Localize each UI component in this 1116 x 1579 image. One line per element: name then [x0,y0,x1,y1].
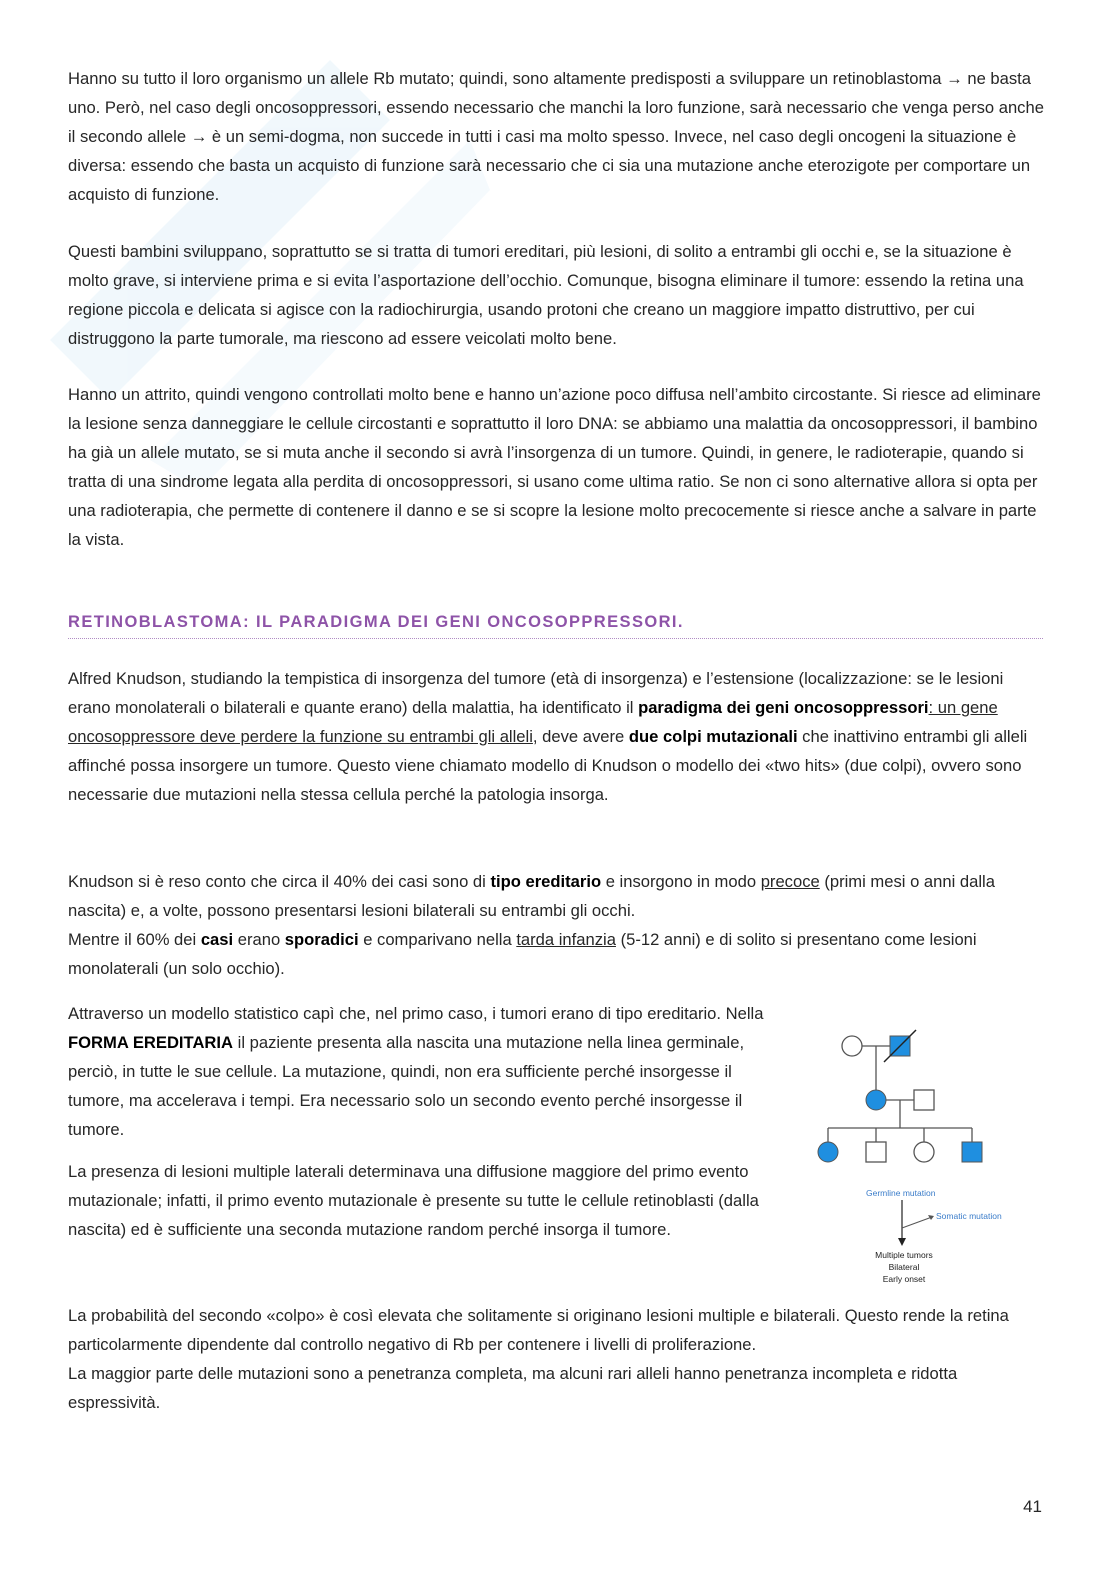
pedigree-female-unaffected [842,1036,862,1056]
pedigree-child-male-unaffected [866,1142,886,1162]
pedigree-male-unaffected [914,1090,934,1110]
somatic-label: Somatic mutation [936,1211,1002,1221]
paragraph-7: La presenza di lesioni multiple laterali determinava una diffusione maggiore del primo evento mutazionale; infatti, il primo evento mutazionale è presente su tutte le cellule retinoblasti (dalla nascita) ed è sufficiente una seconda mutazione random perché insorga il tumore. [68,1162,759,1239]
pedigree-figure [810,1024,1030,1294]
paragraph-8: La probabilità del secondo «colpo» è così elevata che solitamente si originano lesioni multiple e bilaterali. Questo rende la retina particolarmente dipendente dal controllo negativo di Rb per contenere i livelli di proliferazione. La maggior parte delle mutazioni sono a penetranza completa, ma alcuni rari alleli hanno penetranza incompleta e ridotta espressività. [68,1306,1009,1412]
result-label: Multiple tumors [875,1250,933,1260]
pedigree-female-affected [866,1090,886,1110]
paragraph-5: Knudson si è reso conto che circa il 40% dei casi sono di tipo ereditario e insorgono in modo precoce (primi mesi o anni dalla nascita) e, a volte, possono presentarsi lesioni bilaterali su entrambi gli occhi. Mentre il 60% dei casi erano sporadici e comparivano nella tarda infanzia (5-12 anni) e di solito si presentano come lesioni monolaterali (un solo occhio). [68,872,995,978]
result-label: Early onset [882,1274,926,1284]
paragraph-3: Hanno un attrito, quindi vengono controllati molto bene e hanno un’azione poco diffusa nell’ambito circostante. Si riesce ad eliminare la lesione senza danneggiare le cellule circostanti e soprattutto il loro DNA: se abbiamo una malattia da oncosoppressori, il bambino ha già un allele mutato, se si muta anche il secondo si avrà l’insorgenza di un tumore. Quindi, in genere, le radioterapie, quando si tratta di una sindrome legata alla perdita di oncosoppressori, si usano come ultima ratio. Se non ci sono alternative allora si opta per una radioterapia, che permette di contenere il danno e se si scopre la lesione molto precocemente si riesce anche a salvare in parte la vista. [68,385,1041,549]
flow-arrowhead [898,1238,906,1246]
paragraph-6: Attraverso un modello statistico capì che, nel primo caso, i tumori erano di tipo ereditario. Nella FORMA EREDITARIA il paziente presenta alla nascita una mutazione nella linea germinale, perciò, in tutte le sue cellule. La mutazione, quindi, non era sufficiente perché insorgesse il tumore, ma accelerava i tempi. Era necessario solo un secondo evento perché insorgesse il tumore. [68,1004,764,1139]
pedigree-child-male-affected [962,1142,982,1162]
result-label: Bilateral [888,1262,920,1272]
paragraph-1: Hanno su tutto il loro organismo un allele Rb mutato; quindi, sono altamente predisposti a sviluppare un retinoblastoma → ne basta uno. Però, nel caso degli oncosoppressori, essendo necessario che manchi la loro funzione, sarà necessario che venga perso anche il secondo allele → è un semi-dogma, non succede in tutti i casi ma molto spesso. Invece, nel caso degli oncogeni la situazione è diversa: essendo che basta un acquisto di funzione sarà necessario che ci sia una mutazione anche eterozigote per comportare un acquisto di funzione. [68,69,1044,204]
germline-label: Germline mutation [866,1188,936,1198]
paragraph-4: Alfred Knudson, studiando la tempistica di insorgenza del tumore (età di insorgenza) e l’estensione (localizzazione: se le lesioni erano monolaterali o bilaterali e quante erano) della malattia, ha identificato il paradigma dei geni oncosoppressori: un gene oncosoppressore deve perdere la funzione su entrambi gli alleli, deve avere due colpi mutazionali che inattivino entrambi gli alleli affinché possa insorgere un tumore. Questo viene chiamato modello di Knudson o modello dei «two hits» (due colpi), ovvero sono necessarie due mutazioni nella stessa cellula perché la patologia insorga. [68,669,1028,804]
somatic-branch-line [902,1217,932,1228]
pedigree-child-female-affected [818,1142,838,1162]
arrow-icon: → [946,69,963,88]
pedigree-child-female-unaffected [914,1142,934,1162]
paragraph-2: Questi bambini sviluppano, soprattutto se si tratta di tumori ereditari, più lesioni, di solito a entrambi gli occhi e, se la situazione è molto grave, si interviene prima e si evita l’asportazione dell’occhio. Comunque, bisogna eliminare il tumore: essendo la retina una regione piccola e delicata si agisce con la radiochirurgia, usando protoni che creano un maggiore impatto distruttivo, per cui distruggono la parte tumorale, ma riescono ad essere veicolati molto bene. [68,242,1024,348]
section-heading: RETINOBLASTOMA: IL PARADIGMA DEI GENI ONCOSOPPRESSORI. [68,613,1043,639]
arrow-icon: → [190,127,208,146]
page-number: 41 [1023,1497,1042,1516]
